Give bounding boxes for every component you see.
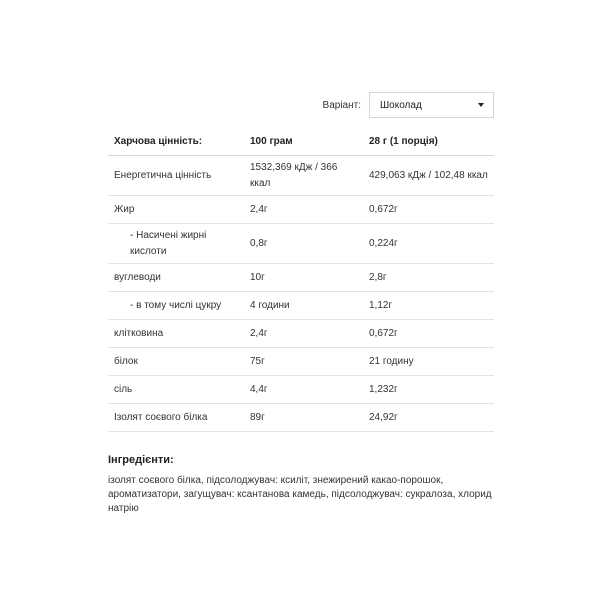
nutrition-table (108, 128, 494, 432)
row-per-100: 75г (244, 348, 363, 376)
row-per-serving: 429,063 кДж / 102,48 ккал (363, 156, 494, 196)
variant-select[interactable] (369, 92, 494, 118)
row-per-100: 10г (244, 264, 363, 292)
table-header-row (108, 128, 494, 156)
row-name: клітковина (108, 320, 244, 348)
variant-row (108, 91, 494, 119)
table-row (108, 348, 494, 376)
row-name: вуглеводи (108, 264, 244, 292)
row-per-100: 4,4г (244, 376, 363, 404)
table-row (108, 376, 494, 404)
row-per-100: 0,8г (244, 224, 363, 264)
row-per-serving: 2,8г (363, 264, 494, 292)
row-name: Жир (108, 196, 244, 224)
row-per-serving: 24,92г (363, 404, 494, 432)
row-per-serving: 1,12г (363, 292, 494, 320)
ingredients-text: ізолят соєвого білка, підсолоджувач: ксиліт, знежирений какао-порошок, ароматизатори, загущувач: ксантанова камедь, підсолоджувач: сукралоза, хлорид натрію (108, 475, 492, 514)
row-per-100: 2,4г (244, 320, 363, 348)
table-row (108, 320, 494, 348)
row-name: - Насичені жирні кислоти (108, 224, 244, 264)
table-row (108, 264, 494, 292)
row-name: сіль (108, 376, 244, 404)
table-row (108, 196, 494, 224)
row-per-serving: 21 годину (363, 348, 494, 376)
header-nutrition: Харчова цінність: (108, 128, 244, 156)
table-row (108, 292, 494, 320)
row-per-serving: 0,672г (363, 320, 494, 348)
row-per-serving: 0,224г (363, 224, 494, 264)
row-per-100: 1532,369 кДж / 366 ккал (244, 156, 363, 196)
variant-selected-value: Шоколад (380, 99, 422, 111)
table-row (108, 156, 494, 196)
row-name: Енергетична цінність (108, 156, 244, 196)
row-per-100: 4 години (244, 292, 363, 320)
row-per-100: 2,4г (244, 196, 363, 224)
row-name: білок (108, 348, 244, 376)
caret-down-icon (478, 103, 484, 107)
row-per-serving: 0,672г (363, 196, 494, 224)
variant-label: Варіант: (322, 99, 361, 111)
row-name: - в тому числі цукру (108, 292, 244, 320)
row-per-serving: 1,232г (363, 376, 494, 404)
row-name: Ізолят соєвого білка (108, 404, 244, 432)
row-per-100: 89г (244, 404, 363, 432)
ingredients-title: Інгредієнти: (108, 454, 174, 466)
header-per-100: 100 грам (244, 128, 363, 156)
table-row (108, 224, 494, 264)
header-per-serving: 28 г (1 порція) (363, 128, 494, 156)
table-row (108, 404, 494, 432)
